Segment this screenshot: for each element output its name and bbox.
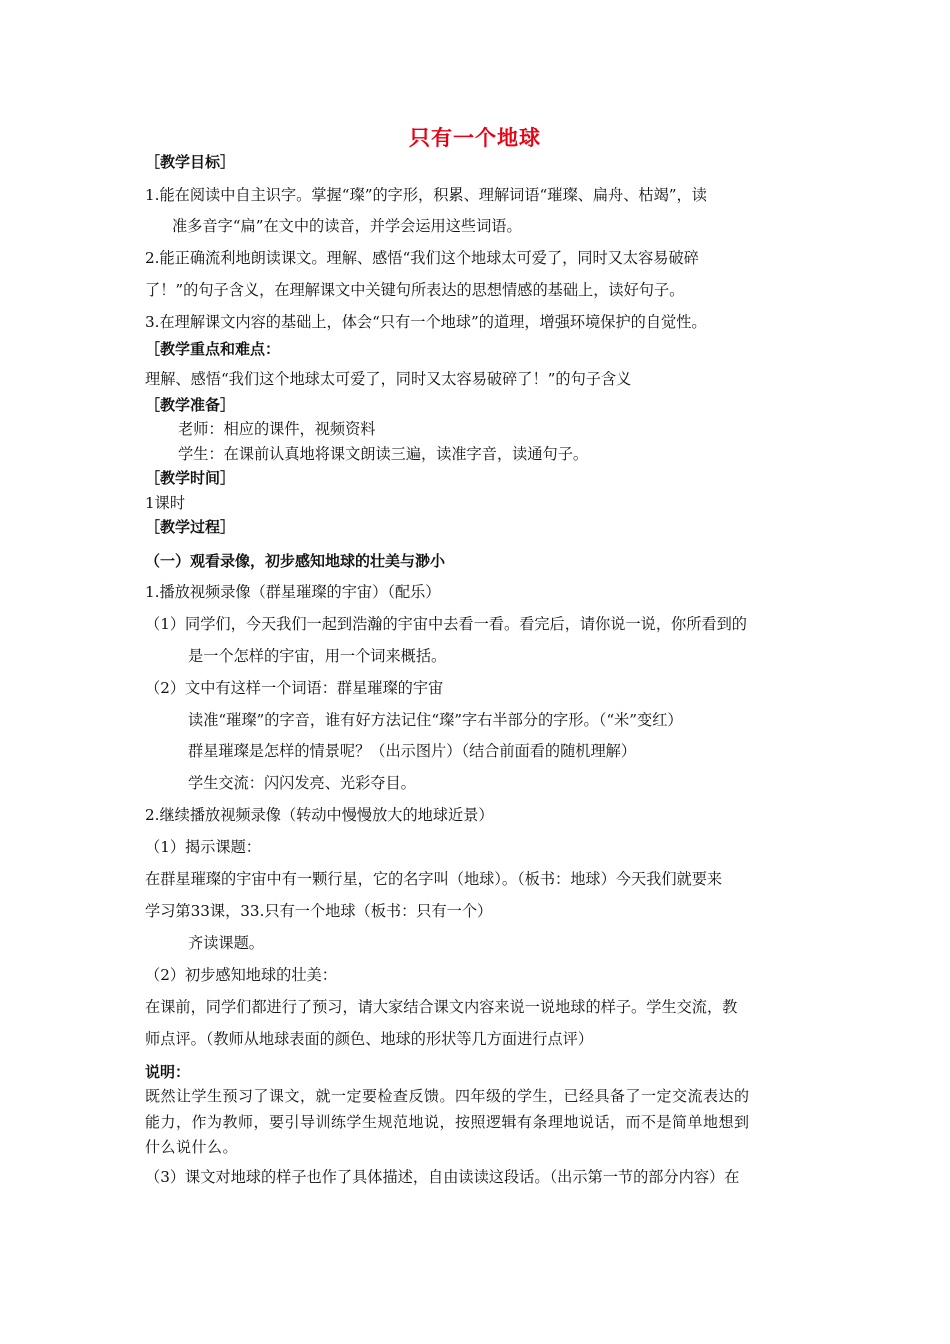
note-line-3: 什么说什么。 <box>145 1138 239 1156</box>
heading-preparation: ［教学准备］ <box>145 396 236 414</box>
process-1-1-line-1: （1）同学们，今天我们一起到浩瀚的宇宙中去看一看。看完后，请你说一说，你所看到的 <box>145 615 747 633</box>
process-2-1-line-2: 学习第33课，33.只有一个地球（板书：只有一个） <box>145 902 493 920</box>
goal-2-line-2: 了！”的句子含义，在理解课文中关键句所表达的思想情感的基础上，读好句子。 <box>145 281 685 299</box>
goal-1-line-2: 准多音字“扁”在文中的读音，并学会运用这些词语。 <box>172 217 522 235</box>
process-2-1: （1）揭示课题： <box>145 838 261 856</box>
process-2-2-line-1: 在课前，同学们都进行了预习，请大家结合课文内容来说一说地球的样子。学生交流，教 <box>145 998 738 1016</box>
heading-teaching-time: ［教学时间］ <box>145 469 236 487</box>
goal-2-line-1: 2.能正确流利地朗读课文。理解、感悟“我们这个地球太可爱了，同时又太容易破碎 <box>145 249 699 267</box>
process-1-2-a: 读准“璀璨”的字音，谁有好方法记住“璨”字右半部分的字形。（“米”变红） <box>188 711 683 729</box>
goal-1-line-1: 1.能在阅读中自主识字。掌握“璨”的字形，积累、理解词语“璀璨、扁舟、枯竭”，读 <box>145 186 707 204</box>
process-2-3-line-1: （3）课文对地球的样子也作了具体描述，自由读读这段话。（出示第一节的部分内容）在 <box>145 1168 740 1186</box>
process-2-2-line-2: 师点评。（教师从地球表面的颜色、地球的形状等几方面进行点评） <box>145 1030 594 1048</box>
note-heading: 说明： <box>145 1063 191 1081</box>
goal-3: 3.在理解课文内容的基础上，体会“只有一个地球”的道理，增强环境保护的自觉性。 <box>145 313 707 331</box>
process-2-1-line-1: 在群星璀璨的宇宙中有一颗行星，它的名字叫（地球）。（板书：地球）今天我们就要来 <box>145 870 723 888</box>
note-line-1: 既然让学生预习了课文，就一定要检查反馈。四年级的学生，已经具备了一定交流表达的 <box>145 1087 750 1105</box>
process-1-2-c: 学生交流：闪闪发亮、光彩夺目。 <box>188 774 416 792</box>
process-1: 1.播放视频录像（群星璀璨的宇宙）（配乐） <box>145 583 441 601</box>
process-1-1-line-2: 是一个怎样的宇宙，用一个词来概括。 <box>188 647 447 665</box>
key-points-text: 理解、感悟“我们这个地球太可爱了，同时又太容易破碎了！”的句子含义 <box>145 370 632 388</box>
document-title: 只有一个地球 <box>409 126 541 150</box>
preparation-teacher: 老师：相应的课件，视频资料 <box>178 420 376 438</box>
process-2-1-line-3: 齐读课题。 <box>188 934 264 952</box>
heading-teaching-goals: ［教学目标］ <box>145 153 236 171</box>
section-1-heading: （一）观看录像，初步感知地球的壮美与渺小 <box>145 552 446 570</box>
note-line-2: 能力，作为教师，要引导训练学生规范地说，按照逻辑有条理地说话，而不是简单地想到 <box>145 1113 750 1131</box>
process-2: 2.继续播放视频录像（转动中慢慢放大的地球近景） <box>145 806 494 824</box>
preparation-student: 学生：在课前认真地将课文朗读三遍，读准字音，读通句子。 <box>178 445 589 463</box>
teaching-time-text: 1课时 <box>145 494 186 512</box>
process-2-2: （2）初步感知地球的壮美： <box>145 966 337 984</box>
process-1-2: （2）文中有这样一个词语：群星璀璨的宇宙 <box>145 679 444 697</box>
heading-key-points: ［教学重点和难点： <box>145 340 281 358</box>
process-1-2-b: 群星璀璨是怎样的情景呢？（出示图片）（结合前面看的随机理解） <box>188 742 637 760</box>
heading-teaching-process: ［教学过程］ <box>145 518 236 536</box>
